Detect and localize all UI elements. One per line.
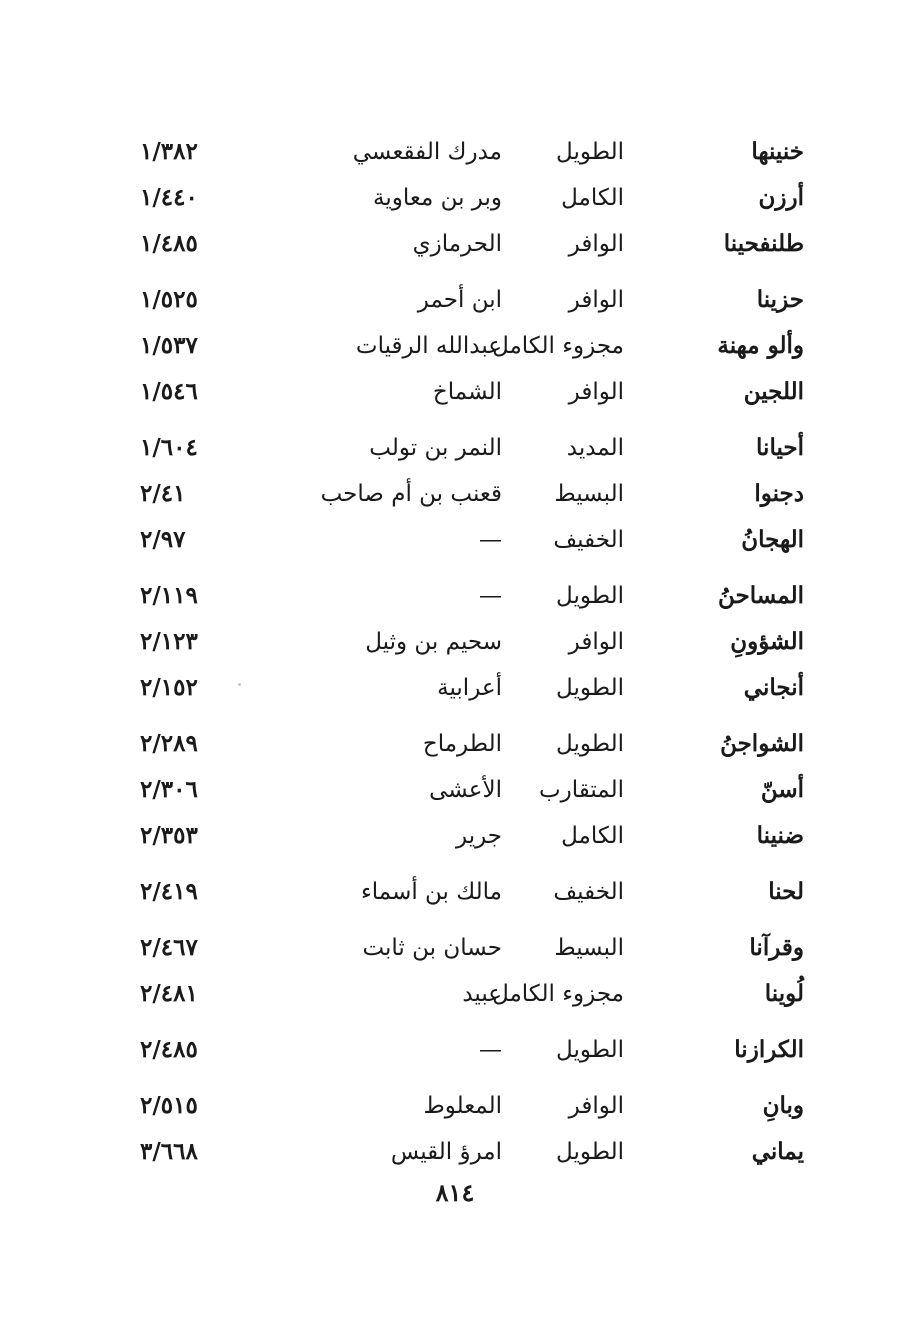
page-number: ٨١٤	[435, 1178, 475, 1207]
volume-page-ref: ٢/١٥٢	[140, 674, 198, 701]
volume-page-ref: ٢/٢٨٩	[140, 730, 198, 757]
meter-name: البسيط	[554, 935, 624, 961]
volume-page-ref: ١/٣٨٢	[140, 138, 198, 165]
table-row	[0, 472, 910, 518]
rhyme-word: وقرآنا	[749, 934, 804, 961]
volume-page-ref: ٣/٦٦٨	[140, 1138, 198, 1165]
poet-name: ابن أحمر	[417, 287, 502, 313]
volume-page-ref: ١/٦٠٤	[140, 434, 198, 461]
meter-name: مجزوء الكامل	[492, 981, 624, 1007]
table-row	[0, 370, 910, 416]
volume-page-ref: ٢/٤١	[140, 480, 186, 507]
meter-name: الطويل	[556, 139, 624, 165]
volume-page-ref: ٢/٤٨١	[140, 980, 198, 1007]
volume-page-ref: ٢/١٢٣	[140, 628, 198, 655]
poet-name: سحيم بن وثيل	[365, 629, 502, 655]
volume-page-ref: ٢/١١٩	[140, 582, 198, 609]
meter-name: المتقارب	[538, 777, 624, 803]
meter-name: الطويل	[556, 731, 624, 757]
poet-name: —	[479, 1037, 502, 1063]
table-row	[0, 574, 910, 620]
table-row	[0, 324, 910, 370]
poet-name: عبيد	[462, 981, 502, 1007]
table-row	[0, 870, 910, 916]
poet-name: الأعشى	[429, 777, 502, 803]
rhyme-word: يماني	[751, 1138, 804, 1165]
table-row	[0, 768, 910, 814]
poet-name: مدرك الفقعسي	[352, 139, 502, 165]
poet-name: —	[479, 583, 502, 609]
table-row	[0, 222, 910, 268]
poet-name: مالك بن أسماء	[360, 879, 502, 905]
volume-page-ref: ٢/٣٠٦	[140, 776, 198, 803]
poet-name: أعرابية	[437, 675, 502, 701]
volume-page-ref: ٢/٤٦٧	[140, 934, 198, 961]
meter-name: الوافر	[568, 287, 624, 313]
meter-name: الوافر	[568, 629, 624, 655]
rhyme-index-table	[0, 130, 910, 1176]
volume-page-ref: ٢/٩٧	[140, 526, 186, 553]
poet-name: المعلوط	[423, 1093, 502, 1119]
meter-name: الطويل	[556, 1037, 624, 1063]
meter-name: مجزوء الكامل	[492, 333, 624, 359]
volume-page-ref: ٢/٤٨٥	[140, 1036, 198, 1063]
poet-name: عبدالله الرقيات	[355, 333, 502, 359]
rhyme-word: المساحنُ	[718, 582, 804, 609]
table-row	[0, 278, 910, 324]
meter-name: الكامل	[561, 823, 624, 849]
table-row	[0, 130, 910, 176]
rhyme-word: وبانِ	[762, 1092, 804, 1119]
poet-name: امرؤ القيس	[390, 1139, 502, 1165]
rhyme-word: الهجانُ	[741, 526, 804, 553]
rhyme-word: أسنّ	[760, 776, 804, 803]
poet-name: الطرماح	[422, 731, 502, 757]
volume-page-ref: ٢/٥١٥	[140, 1092, 198, 1119]
volume-page-ref: ٢/٤١٩	[140, 878, 198, 905]
poet-name: وبر بن معاوية	[373, 185, 502, 211]
meter-name: الوافر	[568, 231, 624, 257]
rhyme-word: خنينها	[751, 138, 804, 165]
rhyme-word: الشواجنُ	[720, 730, 804, 757]
rhyme-word: الشؤونِ	[730, 628, 804, 655]
poet-name: الحرمازي	[412, 231, 502, 257]
table-row	[0, 1084, 910, 1130]
rhyme-word: اللجين	[743, 378, 804, 405]
meter-name: الطويل	[556, 1139, 624, 1165]
table-row	[0, 722, 910, 768]
volume-page-ref: ٢/٣٥٣	[140, 822, 198, 849]
volume-page-ref: ١/٤٨٥	[140, 230, 198, 257]
table-row	[0, 1130, 910, 1176]
poet-name: قعنب بن أم صاحب	[320, 481, 502, 507]
rhyme-word: أرزن	[758, 184, 804, 211]
rhyme-word: أنجاني	[743, 674, 804, 701]
meter-name: المديد	[566, 435, 624, 461]
rhyme-word: طلنفحينا	[723, 230, 804, 257]
rhyme-word: ضنينا	[756, 822, 804, 849]
poet-name: الشماخ	[432, 379, 502, 405]
poet-name: النمر بن تولب	[369, 435, 502, 461]
rhyme-word: لُوينا	[764, 980, 804, 1007]
table-row	[0, 426, 910, 472]
table-row	[0, 926, 910, 972]
meter-name: الخفيف	[553, 527, 624, 553]
table-row	[0, 176, 910, 222]
table-row	[0, 620, 910, 666]
table-row	[0, 814, 910, 860]
table-row	[0, 518, 910, 564]
meter-name: الطويل	[556, 675, 624, 701]
poet-name: —	[479, 527, 502, 553]
meter-name: الوافر	[568, 379, 624, 405]
meter-name: البسيط	[554, 481, 624, 507]
rhyme-word: حزينا	[756, 286, 804, 313]
table-row	[0, 1028, 910, 1074]
rhyme-word: الكرازنا	[734, 1036, 804, 1063]
scan-speck	[238, 683, 241, 686]
volume-page-ref: ١/٥٣٧	[140, 332, 198, 359]
poet-name: حسان بن ثابت	[362, 935, 502, 961]
volume-page-ref: ١/٤٤٠	[140, 184, 198, 211]
rhyme-word: أحيانا	[756, 434, 804, 461]
meter-name: الوافر	[568, 1093, 624, 1119]
poet-name: جرير	[456, 823, 502, 849]
rhyme-word: دجنوا	[754, 480, 804, 507]
rhyme-word: وألو مهنة	[717, 332, 804, 359]
volume-page-ref: ١/٥٢٥	[140, 286, 198, 313]
meter-name: الخفيف	[553, 879, 624, 905]
meter-name: الطويل	[556, 583, 624, 609]
rhyme-word: لحنا	[768, 878, 804, 905]
volume-page-ref: ١/٥٤٦	[140, 378, 198, 405]
meter-name: الكامل	[561, 185, 624, 211]
table-row	[0, 666, 910, 712]
table-row	[0, 972, 910, 1018]
